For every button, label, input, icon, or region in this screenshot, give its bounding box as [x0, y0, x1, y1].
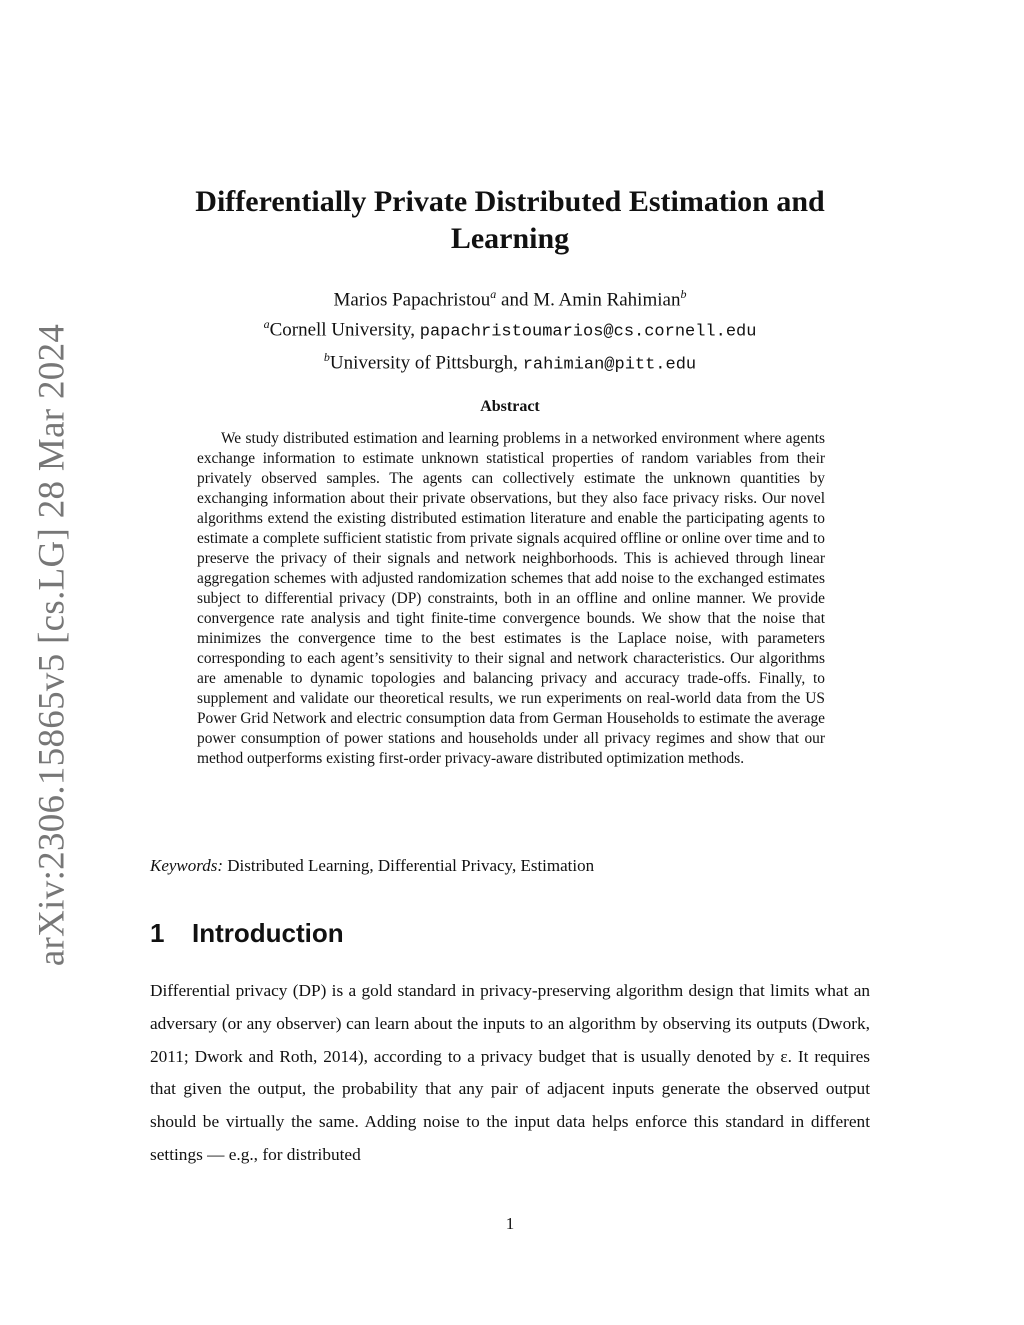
affiliation-email[interactable]: papachristoumarios@cs.cornell.edu	[419, 322, 757, 342]
author-connector: and	[496, 289, 534, 311]
affiliation-mark: b	[323, 349, 330, 364]
keywords-label: Keywords:	[150, 856, 224, 875]
keywords-text: Distributed Learning, Differential Privacy, Estimation	[223, 856, 595, 875]
affiliation-institution: Cornell University,	[269, 319, 420, 341]
affiliation-mark: a	[263, 317, 270, 332]
section-title: Introduction	[192, 918, 344, 948]
intro-paragraph: Differential privacy (DP) is a gold standard in privacy-preserving algorithm design that limits what an adversary (or any observer) can learn about the inputs to an algorithm by observing its outputs (Dwork, 2011; Dwork and Roth, 2014), according to a privacy budget that is usually denoted by ε. It requires that given the output, the probability that any pair of adjacent inputs generate the observed output should be virtually the same. Adding noise to the input data helps enforce this standard in different settings — e.g., for distributed	[150, 981, 870, 1164]
page-number: 1	[505, 1214, 515, 1233]
author-mark-2: b	[680, 287, 687, 301]
paper-title: Differentially Private Distributed Estimation and Learning	[195, 185, 825, 255]
keywords-line	[150, 856, 870, 876]
abstract-heading: Abstract	[480, 398, 540, 415]
arxiv-identifier-text: arXiv:2306.15865v5 [cs.LG] 28 Mar 2024	[31, 323, 73, 967]
author-block	[150, 282, 870, 377]
abstract-text: We study distributed estimation and learning problems in a networked environment where agents exchange information to estimate unknown statistical properties of random variables from their privately observed samples. The agents can collectively estimate the unknown quantities by exchanging information about their private observations, but they also face privacy risks. Our novel algorithms extend the existing distributed estimation literature and enable the participating agents to estimate a complete sufficient statistic from private signals acquired offline or online over time and to preserve the privacy of their signals and network neighborhoods. This is achieved through linear aggregation schemes with adjusted randomization schemes that add noise to the exchanged estimates subject to differential privacy (DP) constraints, both in an offline and online manner. We provide convergence rate analysis and tight finite-time convergence bounds. We show that the noise that minimizes the convergence time to the best estimates is the Laplace noise, with parameters corresponding to each agent’s sensitivity to their signal and network characteristics. Our algorithms are amenable to dynamic topologies and balancing privacy and accuracy trade-offs. Finally, to supplement and validate our theoretical results, we run experiments on real-world data from the US Power Grid Network and electric consumption data from German Households to estimate the average power consumption of power stations and households under all privacy regimes and show that our method outperforms existing first-order privacy-aware distributed optimization methods.	[197, 430, 825, 767]
affiliation-line-2	[150, 345, 870, 377]
affiliation-institution: University of Pittsburgh,	[329, 351, 523, 373]
affiliation-email[interactable]: rahimian@pitt.edu	[522, 354, 697, 374]
author-line	[150, 282, 870, 312]
author-mark-1: a	[490, 287, 497, 301]
author-name-1: Marios Papachristou	[333, 289, 491, 311]
section-number: 1	[150, 918, 165, 948]
affiliation-line-1	[150, 312, 870, 344]
section-heading	[150, 918, 344, 949]
author-name-2: M. Amin Rahimian	[533, 289, 681, 311]
